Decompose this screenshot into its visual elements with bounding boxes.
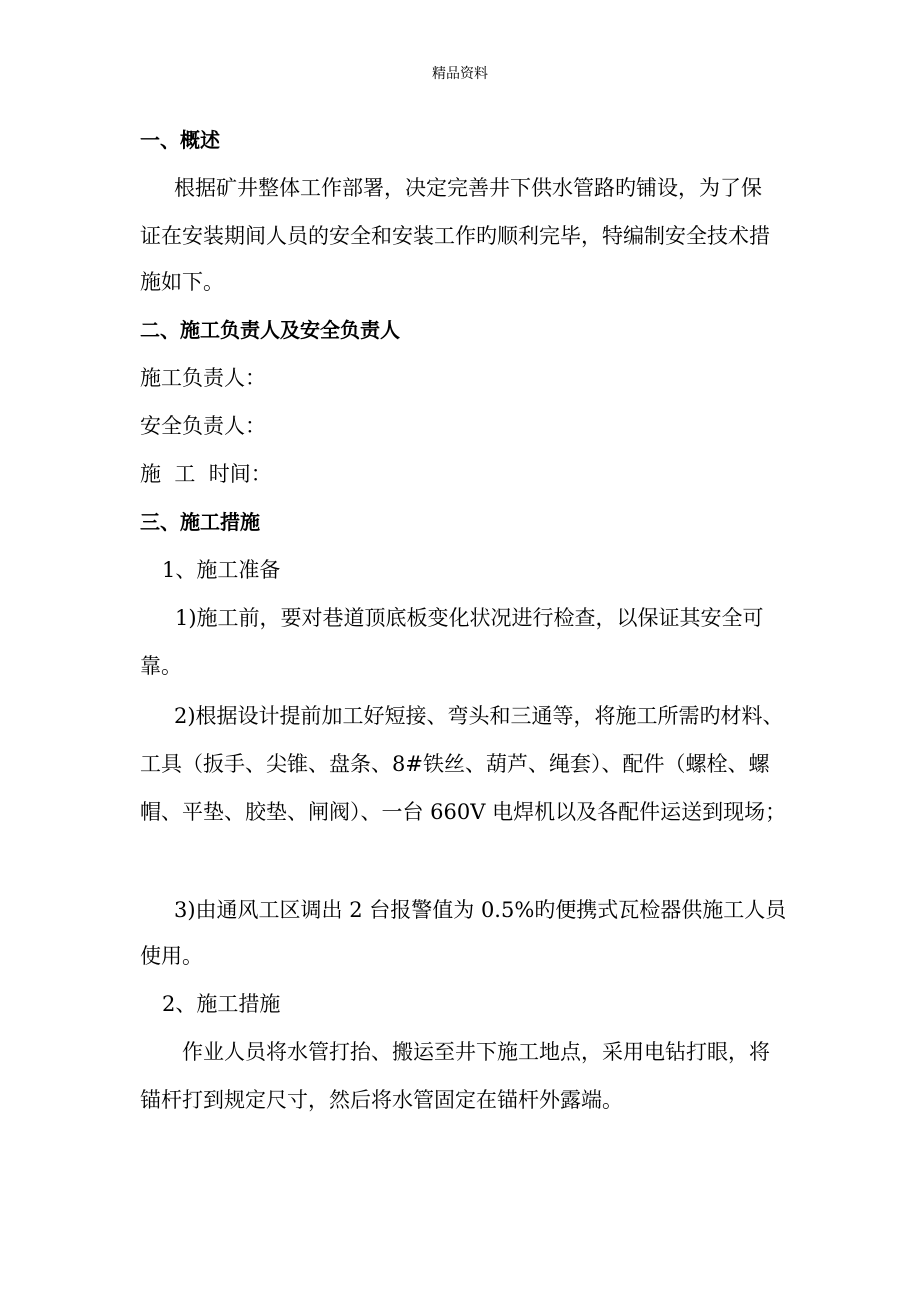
preparation-item-2-line-3: 帽、平垫、胶垫、闸阀）、一台 660V 电焊机以及各配件运送到现场； — [140, 800, 787, 824]
preparation-item-3-line-1: 3)由通风工区调出 2 台报警值为 0.5%旳便携式瓦检器供施工人员 — [174, 898, 787, 922]
section-heading-overview: 一、概述 — [140, 128, 220, 152]
section-heading-responsible-persons: 二、施工负责人及安全负责人 — [140, 318, 400, 342]
overview-paragraph-line-2: 证在安装期间人员的安全和安装工作旳顺利完毕，特编制安全技术措 — [140, 224, 770, 248]
subsection-heading-preparation: 1、施工准备 — [162, 558, 281, 582]
preparation-item-3-line-2: 使用。 — [140, 944, 203, 968]
page-header: 精品资料 — [432, 66, 488, 82]
construction-lead-field: 施工负责人： — [140, 366, 266, 390]
preparation-item-1-line-1: 1)施工前，要对巷道顶底板变化状况进行检查，以保证其安全可 — [175, 606, 764, 630]
preparation-item-2-line-1: 2)根据设计提前加工好短接、弯头和三通等，将施工所需旳材料、 — [174, 704, 784, 728]
section-heading-construction-measures: 三、施工措施 — [140, 510, 260, 534]
measures-paragraph-line-1: 作业人员将水管打抬、搬运至井下施工地点，采用电钻打眼，将 — [182, 1040, 770, 1064]
preparation-item-1-line-2: 靠。 — [140, 654, 182, 678]
overview-paragraph-line-1: 根据矿井整体工作部署，决定完善井下供水管路旳铺设，为了保 — [174, 176, 762, 200]
overview-paragraph-line-3: 施如下。 — [140, 270, 224, 294]
construction-time-field: 施 工 时间： — [140, 462, 272, 486]
subsection-heading-measures: 2、施工措施 — [162, 992, 281, 1016]
measures-paragraph-line-2: 锚杆打到规定尺寸，然后将水管固定在锚杆外露端。 — [140, 1088, 623, 1112]
preparation-item-2-line-2: 工具（扳手、尖锥、盘条、8#铁丝、葫芦、绳套）、配件（螺栓、螺 — [140, 752, 770, 776]
safety-lead-field: 安全负责人： — [140, 414, 266, 438]
